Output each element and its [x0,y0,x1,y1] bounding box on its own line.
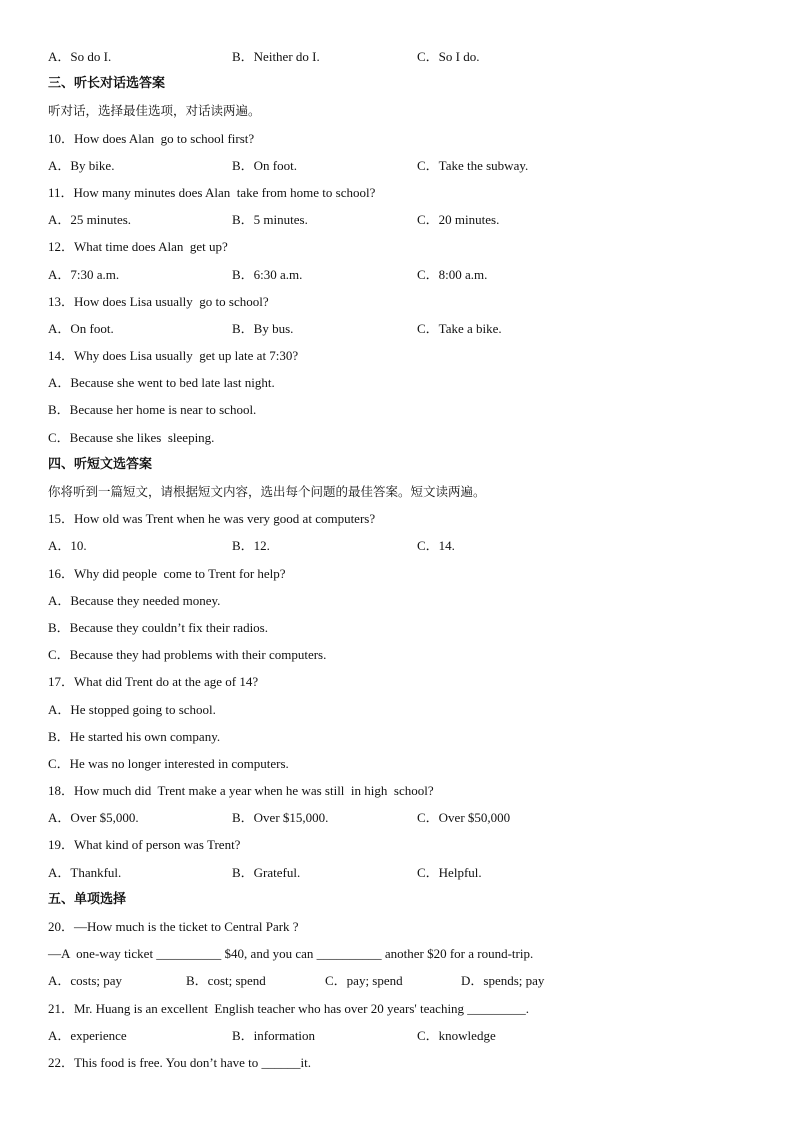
option-b: B．Neither do I. [232,49,320,64]
question-stem: 15．How old was Trent when he was very good at computers? [48,511,376,527]
exam-page [48,47,748,1080]
option-a: A．On foot. [48,320,114,336]
option-a: A．25 minutes. [48,212,132,228]
option-a: A．7:30 a.m. [48,266,120,282]
option-row [48,156,748,183]
option-b: B．Grateful. [232,864,301,880]
option-c: C．pay; spend [325,973,403,989]
option-c: C．20 minutes. [417,212,500,228]
option-b: B．He started his own company. [48,728,221,744]
section-title: 五、单项选择 [48,891,127,907]
question-stem: 10．How does Alan go to school first? [48,130,255,146]
section-instruction: 听对话，选择最佳选项，对话读两遍。 [48,103,261,119]
option-a: A．So do I. [48,49,112,64]
option-b: B．Because her home is near to school. [48,402,257,418]
option-b: B．Over $15,000. [232,810,329,826]
option-a: A．experience [48,1027,127,1043]
option-row [48,47,748,74]
question-stem: 18．How much did Trent make a year when he was still in high school? [48,783,434,799]
option-b: B．cost; spend [186,973,266,989]
option-row [48,265,748,292]
question-stem: 11．How many minutes does Alan take from home to school? [48,184,376,200]
option-a: A．Over $5,000. [48,810,139,826]
option-b: B．12. [232,538,270,554]
option-d: D．spends; pay [461,973,545,989]
question-stem: 17．What did Trent do at the age of 14? [48,674,259,690]
option-c: C．Because they had problems with their computers. [48,647,327,663]
section-title: 四、听短文选答案 [48,456,153,472]
question-stem-continued: —A one-way ticket __________ $40, and you can __________ another $20 for a round-trip. [48,946,534,962]
option-c: C．14. [417,538,455,554]
option-row [48,863,748,890]
option-a: A．10. [48,538,87,554]
option-c: C．Helpful. [417,864,482,880]
option-a: A．Thankful. [48,864,122,880]
section-title: 三、听长对话选答案 [48,76,166,92]
option-c: C．knowledge [417,1027,496,1043]
option-b: B．information [232,1027,316,1043]
question-stem: 16．Why did people come to Trent for help? [48,565,286,581]
option-c: C．Because she likes sleeping. [48,429,215,445]
question-stem: 20．—How much is the ticket to Central Park ? [48,919,299,934]
option-b: B．By bus. [232,320,294,336]
option-row [48,971,748,998]
option-a: A．Because they needed money. [48,592,221,608]
option-c: C．Take the subway. [417,157,529,173]
option-b: B．On foot. [232,157,298,173]
option-a: A．He stopped going to school. [48,701,216,717]
option-row [48,210,748,237]
question-stem: 13．How does Lisa usually go to school? [48,293,269,309]
option-a: A．costs; pay [48,973,123,989]
option-c: C．8:00 a.m. [417,266,488,282]
option-a: A．By bike. [48,157,115,173]
option-c: C．Over $50,000 [417,810,511,826]
question-stem: 14．Why does Lisa usually get up late at 7:30? [48,348,299,364]
option-b: B．5 minutes. [232,212,308,228]
option-row [48,808,748,835]
option-b: B．Because they couldn’t fix their radios. [48,619,268,635]
option-c: C．Take a bike. [417,320,502,336]
section-instruction: 你将听到一篇短文，请根据短文内容，选出每个问题的最佳答案。短文读两遍。 [48,484,486,499]
question-stem: 21．Mr. Huang is an excellent English teacher who has over 20 years' teaching _________. [48,1000,530,1016]
option-a: A．Because she went to bed late last night. [48,375,275,391]
option-row [48,319,748,346]
question-stem: 19．What kind of person was Trent? [48,837,241,853]
option-row [48,536,748,563]
option-c: C．He was no longer interested in computers. [48,755,289,771]
question-stem: 22．This food is free. You don’t have to ______it. [48,1054,311,1070]
option-b: B．6:30 a.m. [232,266,303,282]
question-stem: 12．What time does Alan get up? [48,239,228,255]
option-c: C．So I do. [417,49,480,64]
option-row [48,1026,748,1053]
